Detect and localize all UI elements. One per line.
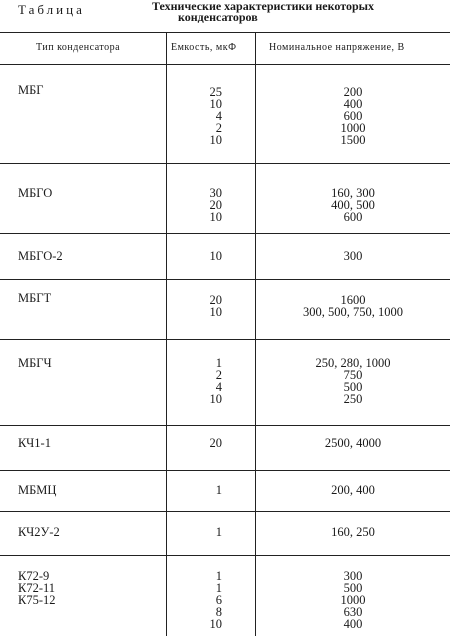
capacity-cell: 10 (209, 392, 222, 406)
voltage-cell: 600 (343, 210, 363, 224)
row-type (18, 437, 51, 449)
voltage-cell: 160, 250 (331, 525, 375, 539)
capacity-cell: 1 (215, 581, 222, 595)
row-type (18, 187, 52, 199)
capacity-cell: 30 (209, 186, 222, 200)
table-title-line-2: конденсаторов (178, 10, 258, 24)
voltage-cell: 600 (343, 109, 363, 123)
row-capacity (166, 294, 222, 318)
row-voltage (256, 526, 450, 538)
row-capacity (166, 526, 222, 538)
voltage-cell: 2500, 4000 (324, 436, 382, 450)
row-type (18, 250, 63, 262)
row-voltage (256, 86, 450, 146)
row-voltage (256, 437, 450, 449)
row-voltage (256, 294, 450, 318)
row-divider (0, 555, 450, 556)
header-capacity: Емкость, мкФ (171, 42, 237, 53)
row-voltage (256, 484, 450, 496)
capacity-cell: 8 (215, 605, 222, 619)
type-cell: КЧ2У-2 (18, 525, 60, 539)
capacity-cell: 10 (209, 97, 222, 111)
voltage-cell: 1000 (340, 593, 366, 607)
row-capacity (166, 250, 222, 262)
voltage-cell: 300, 500, 750, 1000 (303, 305, 403, 319)
row-voltage (256, 570, 450, 630)
header-type: Тип конденсатора (36, 42, 121, 53)
top-rule (0, 32, 450, 33)
type-cell: МБГО-2 (18, 249, 63, 263)
voltage-cell: 400 (343, 97, 363, 111)
capacity-cell: 10 (209, 305, 222, 319)
capacity-cell: 6 (215, 593, 222, 607)
capacity-cell: 25 (209, 85, 222, 99)
row-voltage (256, 187, 450, 223)
capacity-cell: 20 (209, 293, 222, 307)
row-divider (0, 233, 450, 234)
voltage-cell: 500 (343, 380, 363, 394)
row-type (18, 526, 60, 538)
row-capacity (166, 484, 222, 496)
type-cell: МБГ (18, 83, 44, 97)
type-cell: К75-12 (18, 593, 56, 607)
type-cell: МБГТ (18, 291, 52, 305)
row-type (18, 484, 56, 496)
capacity-cell: 10 (209, 210, 222, 224)
capacity-cell: 2 (215, 121, 222, 135)
type-cell: МБМЦ (18, 483, 57, 497)
capacity-cell: 10 (209, 249, 222, 263)
row-capacity (166, 357, 222, 405)
row-voltage (256, 250, 450, 262)
voltage-cell: 1000 (340, 121, 366, 135)
header-voltage: Номинальное напряжение, В (269, 42, 405, 53)
capacity-cell: 4 (215, 109, 222, 123)
capacity-cell: 1 (215, 356, 222, 370)
table-label: Таблица (18, 2, 85, 17)
capacity-cell: 4 (215, 380, 222, 394)
row-capacity (166, 570, 222, 630)
capacity-cell: 10 (209, 617, 222, 631)
row-type (18, 84, 44, 96)
header-rule (0, 64, 450, 65)
row-type (18, 570, 56, 606)
voltage-cell: 300 (343, 569, 363, 583)
capacity-cell: 10 (209, 133, 222, 147)
voltage-cell: 750 (343, 368, 363, 382)
row-type (18, 292, 51, 304)
voltage-cell: 250, 280, 1000 (315, 356, 391, 370)
capacity-cell: 1 (215, 569, 222, 583)
row-divider (0, 511, 450, 512)
row-divider (0, 163, 450, 164)
capacity-cell: 2 (215, 368, 222, 382)
voltage-cell: 200 (343, 85, 363, 99)
type-cell: МБГО (18, 186, 53, 200)
type-cell: К72-11 (18, 581, 56, 595)
row-capacity (166, 86, 222, 146)
table-title (152, 1, 442, 23)
table-title-line-1: Технические характеристики некоторых (152, 0, 374, 13)
row-capacity (166, 187, 222, 223)
table-caption (0, 0, 450, 30)
voltage-cell: 200, 400 (331, 483, 375, 497)
capacity-cell: 20 (209, 436, 222, 450)
type-cell: К72-9 (18, 569, 50, 583)
row-voltage (256, 357, 450, 405)
voltage-cell: 630 (343, 605, 363, 619)
voltage-cell: 1600 (340, 293, 366, 307)
type-cell: КЧ1-1 (18, 436, 51, 450)
row-divider (0, 425, 450, 426)
voltage-cell: 400, 500 (331, 198, 375, 212)
voltage-cell: 500 (343, 581, 363, 595)
type-cell: МБГЧ (18, 356, 52, 370)
capacity-cell: 1 (215, 483, 222, 497)
voltage-cell: 160, 300 (331, 186, 375, 200)
voltage-cell: 250 (343, 392, 363, 406)
row-type (18, 357, 52, 369)
capacity-cell: 20 (209, 198, 222, 212)
row-divider (0, 339, 450, 340)
row-divider (0, 279, 450, 280)
row-divider (0, 470, 450, 471)
capacity-cell: 1 (215, 525, 222, 539)
voltage-cell: 1500 (340, 133, 366, 147)
voltage-cell: 400 (343, 617, 363, 631)
voltage-cell: 300 (343, 249, 363, 263)
row-capacity (166, 437, 222, 449)
